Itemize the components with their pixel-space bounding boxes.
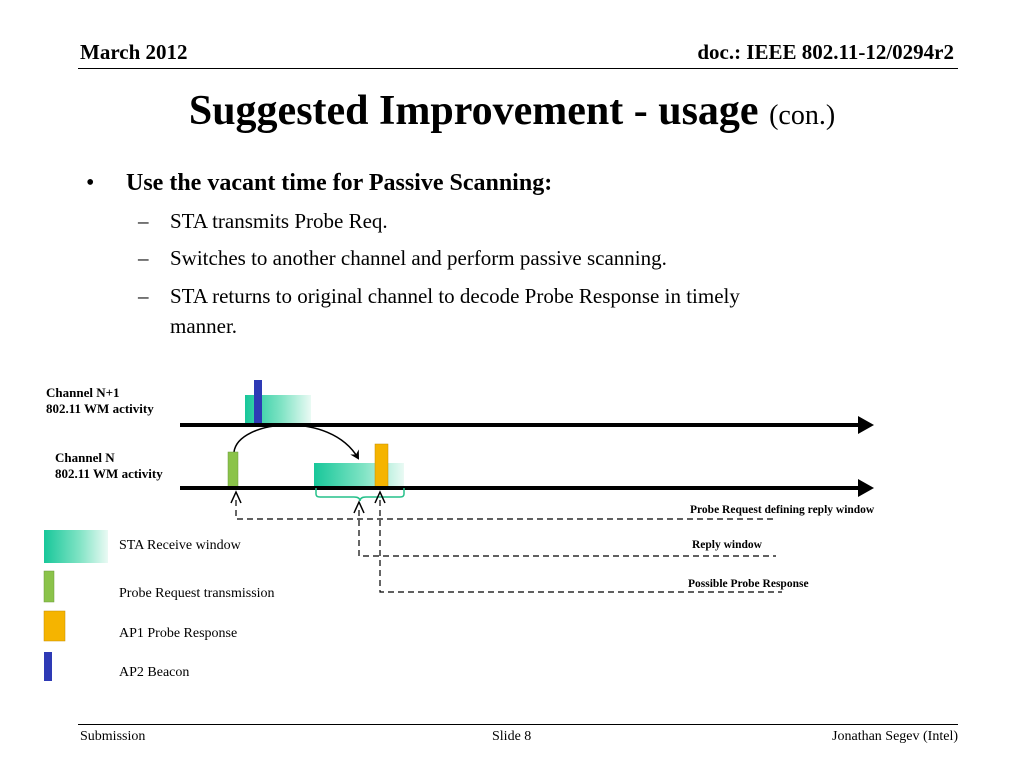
sub-bullet-2: Switches to another channel and perform passive scanning. bbox=[170, 246, 667, 270]
channel-n-label bbox=[55, 450, 163, 482]
probe-request-bar bbox=[228, 452, 238, 487]
legend-beacon: AP2 Beacon bbox=[119, 665, 190, 680]
footer-slide-number: Slide 8 bbox=[492, 729, 532, 744]
footer-author: Jonathan Segev (Intel) bbox=[832, 729, 958, 744]
receive-window-swatch bbox=[44, 530, 108, 563]
dash-marker-2: – bbox=[138, 246, 149, 270]
footer-submission: Submission bbox=[80, 729, 146, 744]
probe-response-swatch bbox=[44, 611, 65, 641]
channel-switch-arrow bbox=[234, 425, 358, 458]
title-main: Suggested Improvement - usage bbox=[188, 88, 759, 134]
sub-bullet-3: STA returns to original channel to decode Probe Response in timely bbox=[170, 284, 740, 308]
channel-n1-name: Channel N+1 bbox=[46, 385, 120, 400]
probe-request-window-annotation: Probe Request defining reply window bbox=[690, 504, 875, 516]
dash-marker-3: – bbox=[138, 284, 149, 308]
channel-n-desc: 802.11 WM activity bbox=[55, 466, 163, 481]
legend-probe-request: Probe Request transmission bbox=[119, 586, 275, 601]
title-suffix: (con.) bbox=[769, 100, 836, 131]
sub-bullet-1: STA transmits Probe Req. bbox=[170, 209, 388, 233]
legend-receive-window: STA Receive window bbox=[119, 538, 241, 553]
ap2-beacon-bar bbox=[254, 380, 262, 424]
bullet-marker: • bbox=[86, 170, 95, 196]
channel-n1-desc: 802.11 WM activity bbox=[46, 401, 154, 416]
footer-rule bbox=[78, 724, 958, 725]
receive-window-n bbox=[314, 463, 404, 487]
header-date: March 2012 bbox=[80, 40, 188, 64]
channel-n1-arrowhead bbox=[858, 416, 874, 434]
probe-response-bar bbox=[375, 444, 388, 487]
channel-n1-label bbox=[46, 385, 154, 417]
bullet-main-text: Use the vacant time for Passive Scanning: bbox=[126, 170, 553, 196]
dash-marker-1: – bbox=[138, 209, 149, 233]
reply-window-annotation: Reply window bbox=[692, 539, 762, 551]
probe-request-swatch bbox=[44, 571, 54, 602]
beacon-swatch bbox=[44, 652, 52, 681]
channel-n-arrowhead bbox=[858, 479, 874, 497]
sub-bullet-3-cont: manner. bbox=[170, 314, 238, 338]
legend-probe-response: AP1 Probe Response bbox=[119, 626, 238, 641]
header-doc-id: doc.: IEEE 802.11-12/0294r2 bbox=[697, 40, 954, 64]
channel-n-name: Channel N bbox=[55, 450, 115, 465]
possible-probe-response-annotation: Possible Probe Response bbox=[688, 578, 809, 590]
